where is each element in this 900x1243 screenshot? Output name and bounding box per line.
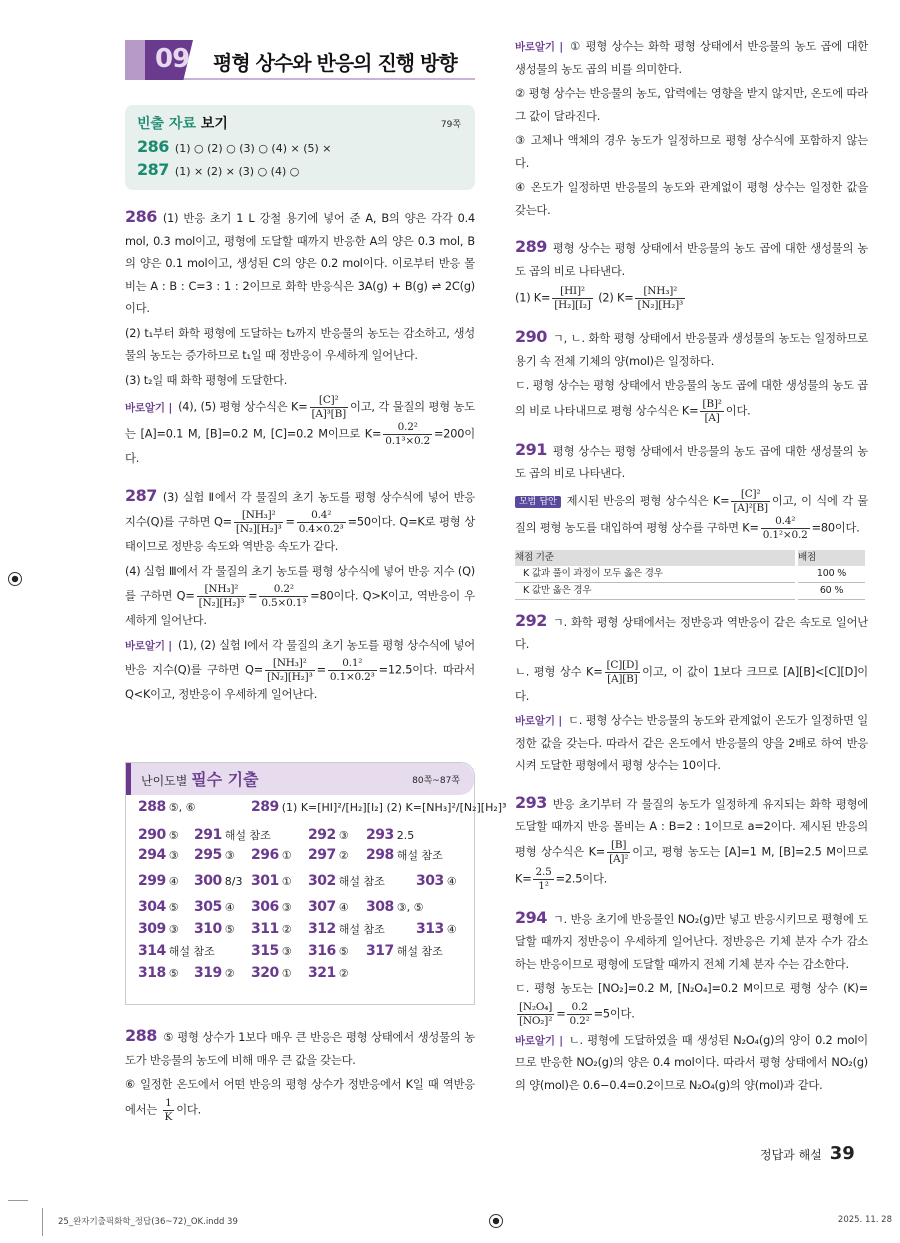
paragraph (125, 485, 475, 559)
fraction (310, 394, 349, 421)
item-number: 287 (137, 160, 169, 179)
text-run: ㄱ. 반응 초기에 반응물인 NO₂(g)만 넣고 반응시키므로 평형에 도달할 때까지 정반응이 우세하게 일어난다. 정반응은 기체 분자 수가 감소하는 반응이므로 평형에 도달할 때까지 전체 기체 분자 수는 감소한다. (515, 912, 868, 971)
denominator: [A] (704, 411, 720, 424)
item-number: 307 (308, 899, 336, 915)
answer-item (194, 921, 235, 937)
item-number: 292 (515, 610, 547, 630)
numerator: [HI]² (552, 285, 593, 299)
chapter-title: 평형 상수와 반응의 진행 방향 (213, 51, 457, 75)
text-run: (1) K= (515, 291, 551, 305)
paragraph (515, 907, 868, 977)
answer-item (366, 827, 414, 843)
item-number: 308 (366, 899, 394, 915)
text-run: = (285, 515, 295, 529)
numerator: [N₂O₄] (519, 1000, 553, 1013)
item-number: 293 (515, 792, 547, 812)
fraction (517, 1001, 554, 1028)
text-run: 제시된 반응의 평형 상수식은 K= (566, 494, 730, 507)
chapter-header (125, 40, 475, 80)
numerator: [C]² (310, 394, 349, 408)
fraction (259, 583, 308, 610)
paragraph (515, 488, 868, 542)
box-title (137, 113, 463, 133)
answer-item (138, 799, 195, 815)
paragraph (125, 561, 475, 633)
text-run: = (316, 663, 326, 677)
answer-item (251, 847, 292, 863)
answer-item (194, 873, 242, 889)
page-number: 39 (829, 1143, 855, 1164)
answer-item (138, 921, 179, 937)
text-run: = (556, 1007, 566, 1020)
item-number: 290 (515, 327, 547, 346)
item-number: 291 (515, 439, 547, 459)
answer-value: 해설 참조 (168, 945, 215, 958)
answer-value: ① (281, 967, 292, 980)
answer-item (308, 943, 349, 959)
answer-value: ⑤, ⑥ (168, 801, 196, 814)
answer-item (138, 827, 179, 843)
text-run: =50이다. Q=K로 평형 상태이므로 정반응 속도와 역반응 속도가 같다. (125, 515, 476, 553)
text-run: 이고, 이 값이 1보다 크므로 [A][B]<[C][D]이다. (515, 665, 868, 703)
numerator: 0.1² (328, 657, 377, 671)
answer-value: 해설 참조 (224, 829, 271, 842)
paragraph (515, 285, 868, 312)
denominator: [H₂][I₂] (554, 299, 591, 311)
denominator: 0.1×0.2³ (329, 671, 375, 683)
answer-value: ④ (338, 901, 349, 914)
item-number: 298 (366, 847, 394, 863)
text-run: 이다. (176, 1103, 202, 1116)
denominator: [N₂][H₂]³ (267, 671, 313, 683)
text-run: =80이다. Q>K이고, 역반응이 우세하게 일어난다. (125, 589, 476, 627)
answer-item (416, 921, 457, 937)
answer-value: ② (338, 849, 349, 862)
answer-value: ① (281, 875, 292, 888)
table-cell: K 값만 옳은 경우 (515, 582, 797, 599)
item-number: 303 (416, 873, 444, 889)
text-run: 이고, 각 물질의 평형 농도는 [A]=0.1 M, [B]=0.2 M, [C]=0.2 M이므로 K= (125, 400, 475, 441)
text-run: (2) t₁부터 화학 평형에 도달하는 t₂까지 반응물의 농도는 감소하고, 생성물의 농도는 증가하므로 t₁일 때 정반응이 우세하게 일어난다. (125, 326, 475, 362)
right-column (515, 36, 868, 1099)
item-number: 295 (194, 847, 222, 863)
answer-value: 2.5 (396, 829, 415, 842)
text-run: =200이다. (125, 427, 475, 465)
paragraph (515, 710, 868, 778)
page-ref: 80쪽~87쪽 (412, 776, 460, 786)
answer-item (308, 899, 349, 915)
fraction (567, 1001, 591, 1028)
answer-item (366, 847, 443, 863)
answer-item (251, 965, 292, 981)
numerator: 0.2² (259, 583, 308, 597)
text-run: = (248, 589, 258, 603)
numerator: [C]² (731, 488, 770, 502)
answer-value: ⑤ (338, 945, 349, 958)
file-slug: 25_완자기출픽화학_정답(36~72)_OK.indd 39 (58, 1217, 238, 1227)
crop-mark (42, 1208, 43, 1236)
answer-item (138, 943, 215, 959)
text-run: (3) t₂일 때 화학 평형에 도달한다. (125, 373, 288, 387)
denominator: 0.5×0.1³ (261, 597, 307, 609)
answer-text: (1) × (2) × (3) ○ (4) ○ (174, 165, 300, 178)
answer-value: ② (338, 967, 349, 980)
item-number: 314 (138, 943, 166, 959)
numerator: 2.5 (535, 865, 552, 878)
page-ref: 79쪽 (440, 120, 461, 130)
fraction (297, 509, 346, 536)
answer-value: ③ (224, 849, 235, 862)
answer-item (138, 873, 179, 889)
item-number: 306 (251, 899, 279, 915)
denominator: [A]² (609, 852, 629, 865)
item-number: 290 (138, 827, 166, 843)
paragraph (125, 323, 475, 368)
item-number: 294 (515, 907, 547, 927)
paragraph (515, 439, 868, 486)
text-run: ㄷ. 평형 농도는 [NO₂]=0.2 M, [N₂O₄]=0.2 M이므로 평형 상수 (K)= (515, 982, 868, 995)
numerator: [NH₃]² (635, 285, 685, 299)
fraction (731, 488, 770, 515)
paragraph (515, 177, 868, 222)
answer-item (194, 899, 235, 915)
answer-value: 8/3 (224, 875, 243, 888)
paragraph (515, 1030, 868, 1098)
item-number: 317 (366, 943, 394, 959)
answer-item (251, 943, 292, 959)
text-run: (4) 실험 Ⅲ에서 각 물질의 초기 농도를 평형 상수식에 넣어 반응 지수 (Q)를 구하면 Q= (125, 564, 475, 603)
fraction (700, 398, 723, 425)
box-title-accent: 필수 기출 (191, 770, 259, 789)
answer-item (366, 943, 443, 959)
paragraph (125, 1025, 475, 1072)
answer-value: ④ (446, 875, 457, 888)
numerator: [NH₃]² (234, 509, 284, 523)
text-run: =5이다. (593, 1007, 635, 1020)
denominator: K (164, 1110, 173, 1123)
item-number: 310 (194, 921, 222, 937)
fraction (761, 515, 810, 542)
paragraph (515, 610, 868, 657)
correction-label: 바로알기 | (515, 715, 563, 727)
text-run: ㄴ. 평형 상수 K= (515, 665, 603, 678)
item-number: 311 (251, 921, 279, 937)
item-number: 286 (125, 207, 157, 226)
answer-item (194, 847, 235, 863)
paragraph (125, 394, 475, 471)
text-run: ㄱ, ㄴ. 화학 평형 상태에서 반응물과 생성물의 농도는 일정하므로 용기 속 전체 기체의 양(mol)은 일정하다. (515, 332, 868, 368)
text-run: 이다. (725, 404, 751, 417)
item-number: 301 (251, 873, 279, 889)
left-column (125, 206, 475, 709)
fraction (328, 657, 377, 684)
answer-value: ② (281, 923, 292, 936)
footer-section: 정답과 해설 (760, 1148, 822, 1162)
numerator: [NH₃]² (265, 657, 315, 671)
numerator: 0.2² (383, 421, 432, 435)
answer-item (308, 827, 349, 843)
chapter-number: 09 (155, 44, 190, 74)
denominator: 0.2² (569, 1014, 590, 1027)
text-run: (1), (2) 실험 Ⅰ에서 각 물질의 초기 농도를 평형 상수식에 넣어 반응 지수(Q)를 구하면 Q= (125, 638, 475, 677)
item-number: 313 (416, 921, 444, 937)
text-run: 평형 상수는 평형 상태에서 반응물의 농도 곱에 대한 생성물의 농도 곱의 비로 나타낸다. (515, 444, 868, 480)
numerator: 0.4² (297, 509, 346, 523)
text-run: (1) 반응 초기 1 L 강철 용기에 넣어 준 A, B의 양은 각각 0.4 mol, 0.3 mol이고, 평형에 도달할 때까지 반응한 A의 양은 0.3 mol, B의 양은 0.1 mol이고, 생성된 C의 양은 0.2 mol이다. 이로부터 반응 몰비는 A : B : C=3 : 1 : 2이므로 화학 반응식은 3A(g) + B(g) ⇌ 2C(g)이다. (125, 212, 475, 315)
answer-item (366, 899, 423, 915)
denominator: [N₂][H₂]³ (637, 299, 684, 311)
text-run: 이고, 평형 농도는 [A]=1 M, [B]=2.5 M이므로 K= (515, 845, 868, 885)
table-cell: K 값과 풀이 과정이 모두 옳은 경우 (515, 566, 797, 583)
answer-item (194, 827, 271, 843)
item-number: 294 (138, 847, 166, 863)
text-run: ⑥ 일정한 온도에서 어떤 반응의 평형 상수가 정반응에서 K일 때 역반응에서는 (125, 1078, 475, 1116)
paragraph (515, 326, 868, 373)
print-date: 2025. 11. 28 (837, 1215, 892, 1225)
paragraph (515, 659, 868, 709)
box-title-rest: 보기 (200, 116, 228, 132)
numerator: 1 (163, 1097, 175, 1111)
item-number: 312 (308, 921, 336, 937)
item-number: 286 (137, 137, 169, 156)
table-cell: 100 % (797, 566, 867, 583)
denominator: [N₂][H₂]³ (235, 523, 282, 535)
answer-value: ③ (168, 849, 179, 862)
correction-label: 바로알기 | (515, 41, 563, 53)
item-number: 304 (138, 899, 166, 915)
answer-value: ④ (446, 923, 457, 936)
item-number: 319 (194, 965, 222, 981)
answer-value: 해설 참조 (396, 945, 443, 958)
table-header: 채점 기준 (515, 550, 797, 566)
item-number: 289 (515, 237, 547, 256)
right-bottom (515, 610, 868, 1098)
text-run: ㄷ. 평형 상수는 평형 상태에서 반응물의 농도 곱에 대한 생성물의 농도 곱의 비로 나타내므로 평형 상수식은 K= (515, 379, 868, 417)
answer-item (308, 921, 385, 937)
denominator: [A]³[B] (311, 408, 346, 420)
answer-value: ③ (281, 901, 292, 914)
item-number: 320 (251, 965, 279, 981)
answer-value: ⑤ (168, 967, 179, 980)
answer-item (308, 873, 385, 889)
item-number: 288 (125, 1026, 157, 1045)
answer-key-box (125, 762, 507, 1005)
table-header: 배점 (797, 550, 867, 566)
model-answer-badge: 모범 답안 (515, 496, 561, 508)
answer-value: ① (281, 849, 292, 862)
paragraph (515, 236, 868, 283)
paragraph (515, 36, 868, 81)
text-run: ⑤ 평형 상수가 1보다 매우 큰 반응은 평형 상태에서 생성물의 농도가 반응물의 농도에 비해 매우 큰 값을 갖는다. (125, 1031, 475, 1067)
answer-value: ⑤ (168, 901, 179, 914)
page-footer (760, 1143, 855, 1164)
paragraph (515, 375, 868, 425)
box-title-pre: 난이도별 (141, 774, 188, 788)
answer-item (416, 873, 457, 889)
correction-label: 바로알기 | (515, 1034, 563, 1047)
item-number: 292 (308, 827, 336, 843)
denominator: 0.1³×0.2 (385, 435, 431, 447)
answer-value: ⑤ (224, 923, 235, 936)
paragraph (515, 83, 868, 128)
box-title-accent: 빈출 자료 (137, 116, 196, 132)
denominator: 0.1²×0.2 (762, 528, 808, 541)
fraction (234, 509, 284, 536)
answer-value: ③ (168, 923, 179, 936)
answer-value: ③ (338, 829, 349, 842)
text-run: ② 평형 상수는 반응물의 농도, 압력에는 영향을 받지 않지만, 온도에 따라 그 값이 달라진다. (515, 87, 868, 123)
denominator: [A]²[B] (733, 501, 768, 514)
paragraph (125, 1074, 475, 1124)
text-run: (4), (5) 평형 상수식은 K= (178, 400, 308, 414)
answer-value: 해설 참조 (338, 875, 385, 888)
answer-value: 해설 참조 (396, 849, 443, 862)
answer-value: 해설 참조 (338, 923, 385, 936)
table-row (515, 566, 867, 583)
item-number: 300 (194, 873, 222, 889)
item-number: 289 (251, 799, 279, 815)
header-accent (125, 40, 145, 80)
correction-label: 바로알기 | (125, 639, 172, 652)
text-run: 평형 상수는 평형 상태에서 반응물의 농도 곱에 대한 생성물의 농도 곱의 비로 나타낸다. (515, 242, 868, 278)
item-number: 302 (308, 873, 336, 889)
frequent-data-box (125, 105, 475, 190)
answer-item (251, 873, 292, 889)
paragraph (125, 370, 475, 393)
text-run: =12.5이다. 따라서 Q<K이고, 정반응이 우세하게 일어난다. (125, 663, 475, 701)
numerator: [B] (607, 839, 630, 853)
denominator: 0.4×0.2³ (298, 523, 344, 535)
answer-value: ④ (168, 875, 179, 888)
item-number: 318 (138, 965, 166, 981)
answer-item (308, 847, 349, 863)
fraction (197, 583, 247, 610)
answer-item (138, 847, 179, 863)
answer-row (137, 160, 463, 179)
text-run: ㄷ. 평형 상수는 반응물의 농도와 관계없이 온도가 일정하면 일정한 값을 갖는다. 따라서 같은 온도에서 반응물의 양을 2배로 하여 반응시켜 도달한 평형에서 평형 상수는 10이다. (515, 714, 868, 772)
denominator: [NO₂]² (519, 1014, 553, 1027)
answer-item (138, 899, 179, 915)
text-run: 이고, 이 식에 각 물질의 평형 농도를 대입하여 평형 상수를 구하면 K= (515, 494, 868, 534)
item-number: 297 (308, 847, 336, 863)
paragraph (125, 206, 475, 321)
answer-value: ② (224, 967, 235, 980)
answer-value: ③ (281, 945, 292, 958)
answer-value: ③, ⑤ (396, 901, 424, 914)
fraction (265, 657, 315, 684)
score-table (515, 550, 868, 600)
answer-item (251, 899, 292, 915)
denominator: 1² (538, 879, 549, 892)
fraction (607, 839, 630, 866)
numerator: 0.2 (567, 1001, 591, 1015)
answer-row (137, 137, 463, 156)
paragraph (515, 130, 868, 175)
text-run: (3) 실험 Ⅱ에서 각 물질의 초기 농도를 평형 상수식에 넣어 반응 지수(Q)를 구하면 Q= (125, 490, 475, 529)
answer-item (251, 921, 292, 937)
answer-item (194, 965, 235, 981)
right-top (515, 36, 868, 542)
answer-item (308, 965, 349, 981)
numerator: 0.4² (761, 515, 810, 529)
answer-value: (1) K=[HI]²/[H₂][I₂] (2) K=[NH₃]²/[N₂][H₂]³ (281, 801, 507, 814)
fraction (635, 285, 685, 312)
paragraph (515, 978, 868, 1028)
text-run: ① 평형 상수는 화학 평형 상태에서 반응물의 농도 곱에 대한 생성물의 농도 곱의 비를 의미한다. (515, 40, 869, 76)
paragraph (125, 635, 475, 707)
text-run: 반응 초기부터 각 물질의 농도가 일정하게 유지되는 화학 평형에 도달할 때까지 반응 몰비는 A : B=2 : 1이므로 a=2이다. 제시된 반응의 평형 상수식은 K= (515, 797, 868, 858)
answer-item (251, 799, 506, 815)
text-run: =80이다. (811, 521, 860, 534)
numerator: [B]² (702, 397, 722, 410)
item-number: 287 (125, 485, 157, 505)
answer-item (138, 965, 179, 981)
denominator: [N₂][H₂]³ (198, 597, 245, 609)
item-number: 291 (194, 827, 222, 843)
fraction (533, 866, 553, 893)
item-number: 293 (366, 827, 394, 843)
crop-mark (8, 1200, 28, 1201)
fraction (552, 285, 593, 312)
registration-mark-icon (489, 1214, 503, 1228)
item-number: 309 (138, 921, 166, 937)
text-run: ④ 온도가 일정하면 반응물의 농도와 관계없이 평형 상수는 일정한 값을 갖는다. (515, 181, 868, 217)
correction-label: 바로알기 | (125, 401, 173, 414)
item-number: 316 (308, 943, 336, 959)
fraction (605, 659, 641, 686)
paragraph (515, 792, 868, 893)
denominator: [A][B] (607, 672, 638, 685)
fraction (383, 421, 432, 448)
answer-text: (1) ○ (2) ○ (3) ○ (4) × (5) × (174, 142, 332, 155)
fraction (163, 1097, 175, 1124)
table-row (515, 582, 867, 599)
text-run: ㄴ. 평형에 도달하였을 때 생성된 N₂O₄(g)의 양이 0.2 mol이므로 반응한 NO₂(g)의 양은 0.4 mol이다. 따라서 평형 상태에서 NO₂(g)의 양(mol)은 0.6−0.4=0.2이므로 N₂O₄(g)의 양(mol)과 같다. (515, 1033, 868, 1092)
numerator: [C][D] (606, 658, 639, 671)
answer-value: ⑤ (168, 829, 179, 842)
item-number: 296 (251, 847, 279, 863)
answer-value: ④ (224, 901, 235, 914)
text-run: (2) K= (594, 291, 634, 305)
table-cell: 60 % (797, 582, 867, 599)
text-run: ③ 고체나 액체의 경우 농도가 일정하므로 평형 상수식에 포함하지 않는다. (515, 134, 868, 170)
item-number: 305 (194, 899, 222, 915)
numerator: [NH₃]² (197, 583, 247, 597)
item-number: 299 (138, 873, 166, 889)
item-number: 321 (308, 965, 336, 981)
item-number: 315 (251, 943, 279, 959)
text-run: =2.5이다. (555, 872, 608, 885)
text-run: ㄱ. 화학 평형 상태에서는 정반응과 역반응이 같은 속도로 일어난다. (515, 615, 868, 651)
item-number: 288 (138, 799, 166, 815)
registration-mark-icon (8, 572, 22, 586)
left-bottom-column (125, 1025, 475, 1126)
